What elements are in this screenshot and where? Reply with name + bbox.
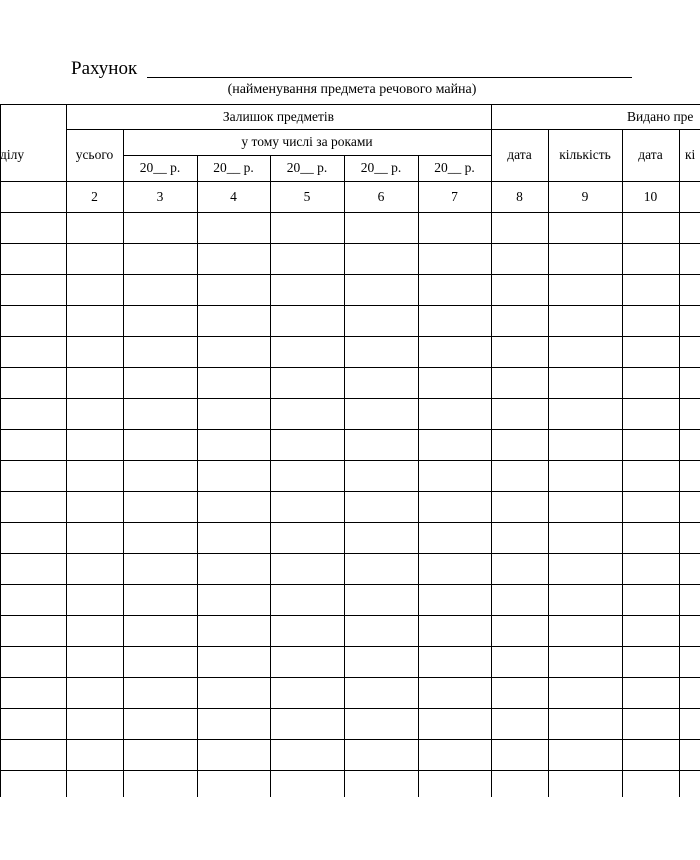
title-fill-line <box>147 77 632 78</box>
grid-line <box>0 615 700 616</box>
column-number: 3 <box>156 188 164 204</box>
quantity-header-2: кі <box>685 147 696 162</box>
grid-line <box>0 243 700 244</box>
grid-line <box>0 104 1 797</box>
issued-group-header: Видано пре <box>627 108 694 124</box>
date-header: дата <box>507 147 532 162</box>
grid-line <box>0 367 700 368</box>
form-subtitle: (найменування предмета речового майна) <box>227 82 477 97</box>
table-border-top <box>0 104 700 105</box>
grid-line <box>270 155 271 797</box>
quantity-header: кількість <box>559 147 611 162</box>
grid-line <box>66 104 67 797</box>
grid-line <box>0 770 700 771</box>
grid-line <box>0 398 700 399</box>
grid-line <box>0 739 700 740</box>
grid-line <box>0 708 700 709</box>
grid-line <box>0 522 700 523</box>
column-number: 9 <box>581 188 589 204</box>
grid-line <box>0 336 700 337</box>
year-header: 20__ р. <box>434 160 475 175</box>
grid-line <box>0 584 700 585</box>
grid-line <box>0 212 700 213</box>
column-number: 6 <box>377 188 385 204</box>
grid-line <box>197 155 198 797</box>
column-number: 5 <box>303 188 311 204</box>
column-number: 10 <box>643 188 658 204</box>
grid-line <box>679 129 680 797</box>
grid-line <box>491 104 492 797</box>
grid-line <box>0 274 700 275</box>
grid-line <box>418 155 419 797</box>
grid-line <box>344 155 345 797</box>
grid-line <box>0 460 700 461</box>
grid-line <box>0 677 700 678</box>
grid-line <box>123 155 491 156</box>
total-header: усього <box>75 147 114 162</box>
by-years-header: у тому числі за роками <box>241 133 373 149</box>
grid-line <box>0 491 700 492</box>
grid-line <box>622 129 623 797</box>
grid-line <box>123 129 124 797</box>
column-number: 4 <box>230 188 237 204</box>
grid-line <box>0 181 700 182</box>
form-title: Рахунок <box>71 58 138 79</box>
grid-line <box>0 553 700 554</box>
grid-line <box>66 129 700 130</box>
grid-line <box>0 429 700 430</box>
grid-line <box>0 646 700 647</box>
year-header: 20__ р. <box>286 160 328 175</box>
year-header: 20__ р. <box>360 160 402 175</box>
col1-header: ділу <box>0 147 25 162</box>
date-header-2: дата <box>638 147 663 162</box>
year-header: 20__ р. <box>139 160 181 175</box>
column-number: 8 <box>516 188 523 204</box>
grid-line <box>0 305 700 306</box>
column-number: 2 <box>91 188 98 204</box>
grid-line <box>548 129 549 797</box>
ledger-table <box>0 104 700 797</box>
column-number: 7 <box>451 188 458 204</box>
remainder-group-header: Залишок предметів <box>222 108 335 124</box>
year-header: 20__ р. <box>213 160 254 175</box>
